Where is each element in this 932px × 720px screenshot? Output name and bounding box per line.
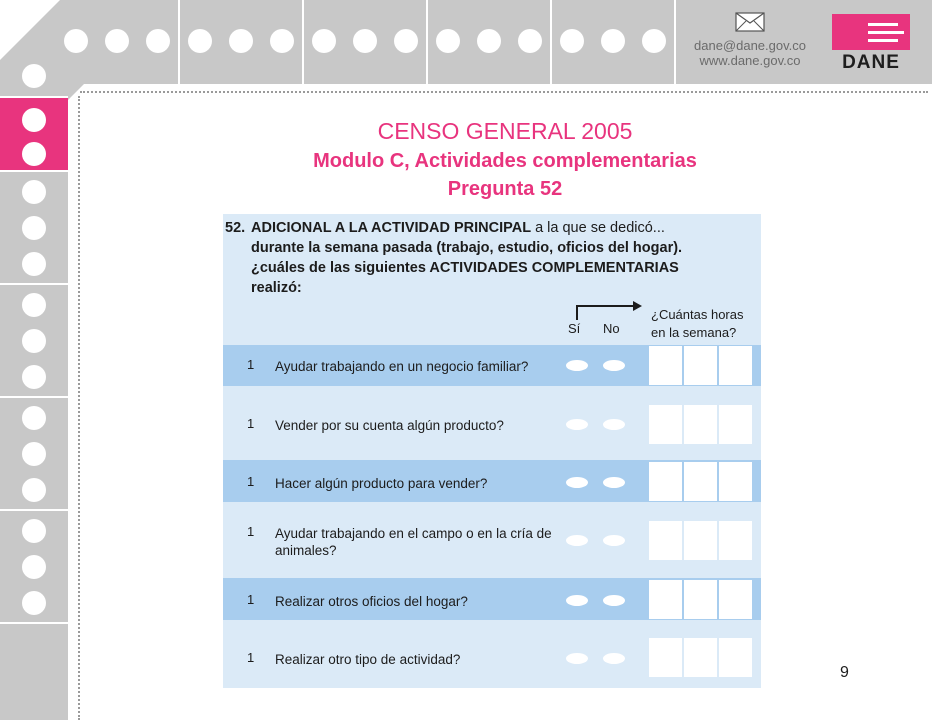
- binder-hole: [22, 591, 46, 615]
- binder-hole: [394, 29, 418, 53]
- hours-digit-box[interactable]: [684, 462, 717, 501]
- radio-si[interactable]: [566, 360, 588, 371]
- hours-digit-box[interactable]: [649, 521, 682, 560]
- hours-digit-box[interactable]: [649, 346, 682, 385]
- binder-cell: [0, 398, 68, 511]
- hours-digit-box[interactable]: [719, 521, 752, 560]
- hours-digit-box[interactable]: [719, 346, 752, 385]
- row-number: 1: [247, 592, 255, 607]
- binder-hole: [22, 365, 46, 389]
- question-number: 52.: [225, 220, 246, 236]
- radio-si[interactable]: [566, 653, 588, 664]
- dane-logo: [828, 14, 914, 73]
- hours-digit-box[interactable]: [719, 462, 752, 501]
- binder-hole: [146, 29, 170, 53]
- envelope-icon: [735, 12, 765, 32]
- hours-digit-box[interactable]: [684, 346, 717, 385]
- question-line4: realizó:: [251, 280, 302, 296]
- header-hours: ¿Cuántas horas en la semana?: [651, 307, 744, 340]
- binder-hole: [22, 329, 46, 353]
- radio-si[interactable]: [566, 595, 588, 606]
- hours-digit-box[interactable]: [684, 405, 717, 444]
- census-form: [223, 214, 761, 688]
- binder-cell: [304, 0, 428, 84]
- header-no: No: [603, 321, 620, 336]
- frame-dotted-top: [80, 91, 928, 93]
- question-line2: durante la semana pasada (trabajo, estudio, oficios del hogar).: [251, 240, 683, 256]
- row-label: Hacer algún producto para vender?: [275, 476, 488, 491]
- hours-digit-box[interactable]: [684, 521, 717, 560]
- skip-arrow-icon: [575, 300, 643, 322]
- radio-no[interactable]: [603, 653, 625, 664]
- binder-hole: [601, 29, 625, 53]
- question-title: Pregunta 52: [447, 178, 563, 200]
- binder-hole: [436, 29, 460, 53]
- binder-hole: [22, 108, 46, 132]
- hours-digit-box[interactable]: [719, 580, 752, 619]
- binder-hole: [518, 29, 542, 53]
- binder-cell: [60, 0, 180, 84]
- hours-digit-box[interactable]: [684, 580, 717, 619]
- frame-dotted-left: [78, 96, 80, 720]
- binder-hole: [312, 29, 336, 53]
- table-row: [223, 622, 761, 688]
- binder-hole: [560, 29, 584, 53]
- row-label: Ayudar trabajando en un negocio familiar?: [275, 359, 529, 374]
- binder-hole: [22, 406, 46, 430]
- row-label: Realizar otro tipo de actividad?: [275, 652, 461, 667]
- binder-cell: [0, 285, 68, 398]
- hours-digit-box[interactable]: [649, 462, 682, 501]
- row-number: 1: [247, 524, 255, 539]
- binder-hole: [22, 142, 46, 166]
- binder-cell: [552, 0, 676, 84]
- binder-hole: [477, 29, 501, 53]
- binder-hole: [22, 442, 46, 466]
- row-label: Realizar otros oficios del hogar?: [275, 594, 468, 609]
- binder-hole: [229, 29, 253, 53]
- contact-web[interactable]: www.dane.gov.co: [699, 53, 801, 68]
- module-title: Modulo C, Actividades complementarias: [313, 150, 697, 172]
- binder-hole: [642, 29, 666, 53]
- binder-hole: [22, 64, 46, 88]
- logo-text: DANE: [842, 52, 900, 73]
- contact-block: [680, 8, 820, 78]
- radio-no[interactable]: [603, 595, 625, 606]
- row-label: Ayudar trabajando en el campo o en la cría de animales?: [275, 526, 552, 558]
- table-row: [223, 345, 761, 386]
- hours-digit-box[interactable]: [649, 638, 682, 677]
- contact-email[interactable]: dane@dane.gov.co: [694, 38, 806, 53]
- page-number: 9: [840, 664, 849, 681]
- binder-cell: [0, 511, 68, 624]
- radio-no[interactable]: [603, 477, 625, 488]
- binder-hole: [22, 216, 46, 240]
- question-line3a: ¿cuáles de las siguientes: [251, 260, 430, 276]
- radio-no[interactable]: [603, 535, 625, 546]
- radio-si[interactable]: [566, 477, 588, 488]
- binder-hole: [105, 29, 129, 53]
- radio-no[interactable]: [603, 419, 625, 430]
- question-line3b: ACTIVIDADES COMPLEMENTARIAS: [429, 260, 679, 276]
- table-row: [223, 578, 761, 620]
- hours-digit-box[interactable]: [719, 405, 752, 444]
- question-line1-rest: a la que se dedicó...: [531, 220, 665, 236]
- radio-no[interactable]: [603, 360, 625, 371]
- binder-hole: [22, 478, 46, 502]
- radio-si[interactable]: [566, 419, 588, 430]
- binder-corner: [0, 0, 60, 60]
- question-line1-bold: ADICIONAL A LA ACTIVIDAD PRINCIPAL: [251, 220, 532, 236]
- binder-hole: [188, 29, 212, 53]
- binder-hole: [22, 252, 46, 276]
- binder-cell: [180, 0, 304, 84]
- binder-hole: [22, 519, 46, 543]
- header-si: Sí: [568, 321, 581, 336]
- binder-hole: [270, 29, 294, 53]
- page-title: CENSO GENERAL 2005: [377, 118, 633, 144]
- binder-hole: [22, 555, 46, 579]
- hours-digit-box[interactable]: [649, 405, 682, 444]
- table-row: [223, 460, 761, 502]
- row-number: 1: [247, 650, 255, 665]
- binder-cell: [0, 624, 68, 720]
- row-label: Vender por su cuenta algún producto?: [275, 418, 504, 433]
- binder-cell: [0, 172, 68, 285]
- hours-digit-box[interactable]: [684, 638, 717, 677]
- binder-hole: [22, 293, 46, 317]
- hours-digit-box[interactable]: [719, 638, 752, 677]
- table-row: [223, 504, 761, 576]
- radio-si[interactable]: [566, 535, 588, 546]
- binder-cell: [428, 0, 552, 84]
- table-row: [223, 388, 761, 458]
- binder-hole: [64, 29, 88, 53]
- binder-hole: [22, 180, 46, 204]
- hours-digit-box[interactable]: [649, 580, 682, 619]
- binder-cell: [0, 64, 68, 98]
- row-number: 1: [247, 474, 255, 489]
- binder-hole: [353, 29, 377, 53]
- row-number: 1: [247, 416, 255, 431]
- row-number: 1: [247, 357, 255, 372]
- binder-cell-active: [0, 98, 68, 172]
- dane-logo-icon: [828, 14, 914, 52]
- binder-left-strip: [0, 84, 68, 720]
